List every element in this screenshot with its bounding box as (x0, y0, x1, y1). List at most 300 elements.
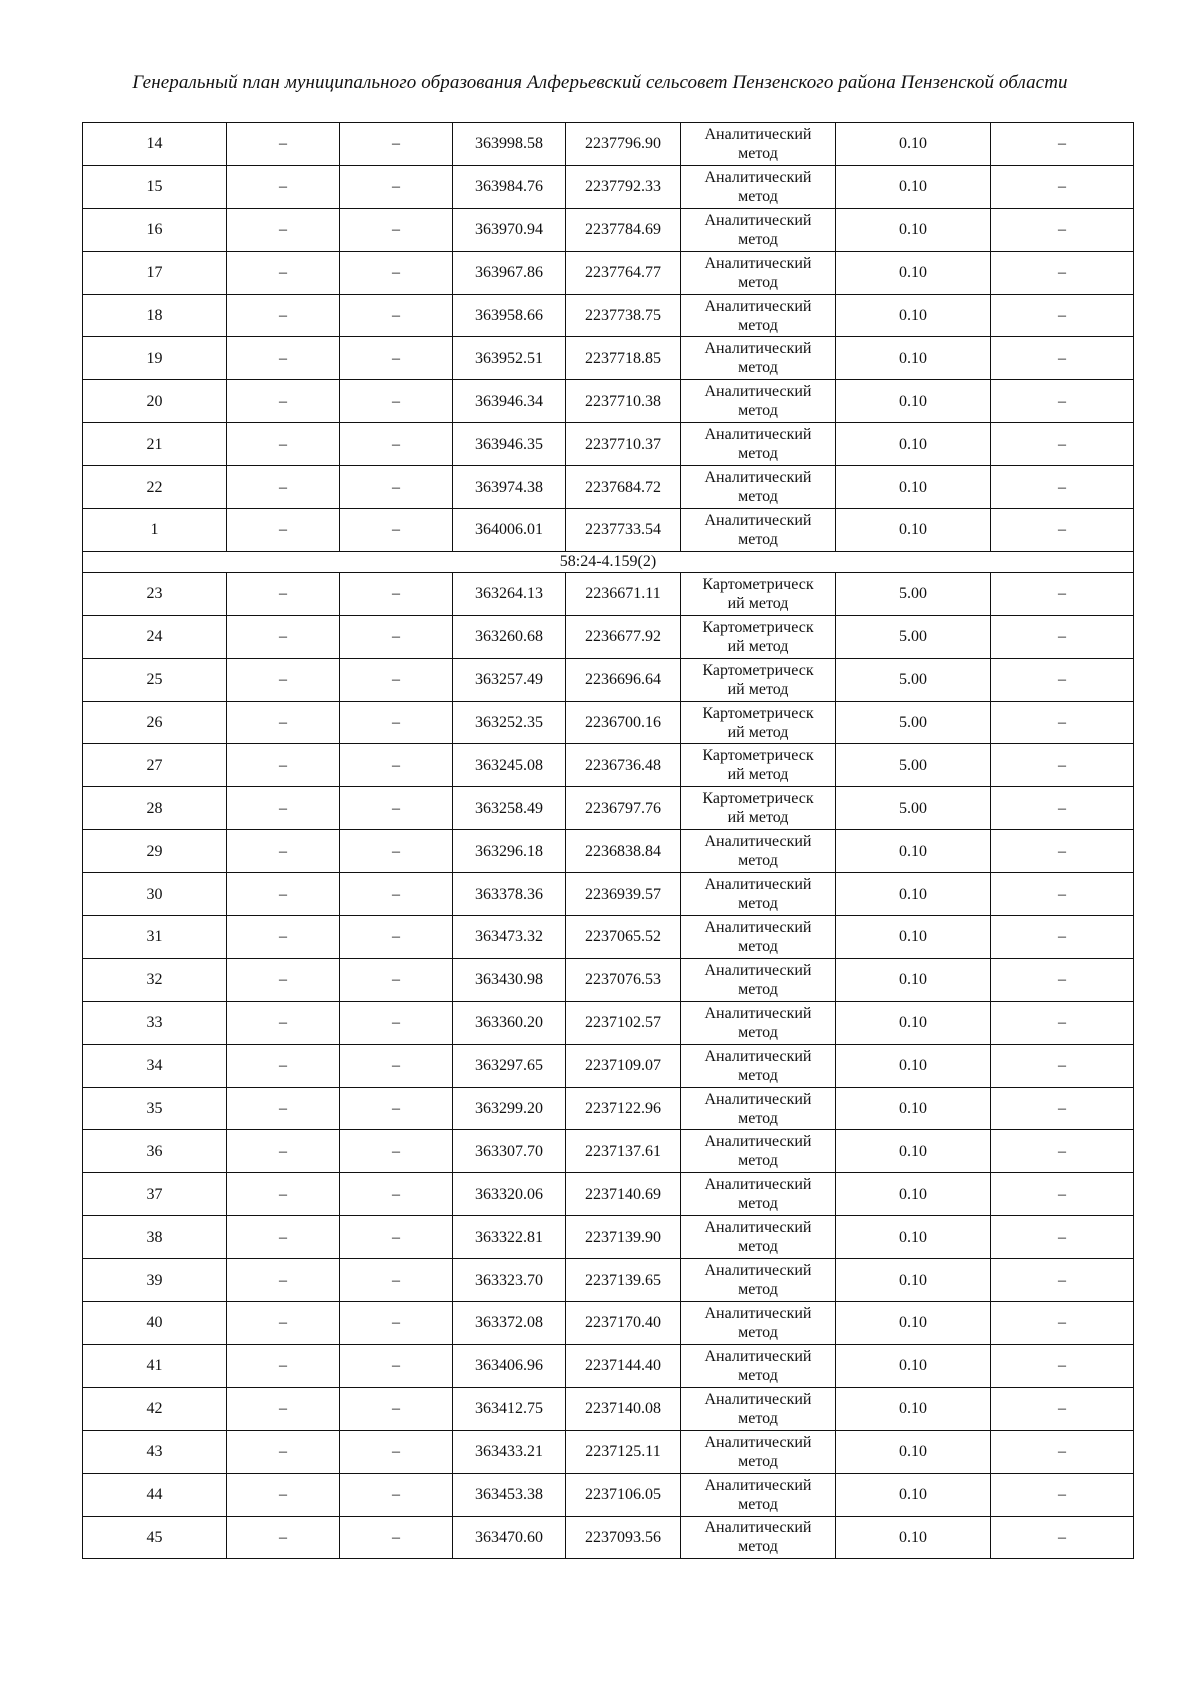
point-number: 27 (83, 744, 227, 787)
old-x-cell: – (227, 701, 340, 744)
x-coordinate: 363252.35 (453, 701, 566, 744)
method-cell (681, 1087, 836, 1130)
table-row (83, 208, 1134, 251)
method-cell (681, 1130, 836, 1173)
y-coordinate: 2237122.96 (566, 1087, 681, 1130)
method-line-1: Аналитический (704, 211, 812, 229)
old-y-cell: – (340, 1473, 453, 1516)
old-x-cell: – (227, 423, 340, 466)
note-cell: – (991, 423, 1134, 466)
method-line-2: метод (738, 445, 778, 463)
accuracy-cell: 0.10 (836, 423, 991, 466)
method-line-2: метод (738, 980, 778, 998)
method-cell (681, 873, 836, 916)
old-x-cell: – (227, 380, 340, 423)
note-cell: – (991, 1430, 1134, 1473)
old-x-cell: – (227, 1044, 340, 1087)
old-y-cell: – (340, 701, 453, 744)
accuracy-cell: 0.10 (836, 380, 991, 423)
method-line-1: Аналитический (704, 1519, 812, 1537)
old-y-cell: – (340, 423, 453, 466)
method-line-2: метод (738, 402, 778, 420)
y-coordinate: 2237109.07 (566, 1044, 681, 1087)
note-cell: – (991, 658, 1134, 701)
method-line-2: ий метод (727, 809, 789, 827)
method-cell (681, 208, 836, 251)
old-y-cell: – (340, 1516, 453, 1559)
table-row (83, 1430, 1134, 1473)
method-cell (681, 1344, 836, 1387)
method-line-1: Аналитический (704, 833, 812, 851)
method-line-2: метод (738, 852, 778, 870)
x-coordinate: 363970.94 (453, 208, 566, 251)
table-row (83, 1259, 1134, 1302)
old-x-cell: – (227, 1473, 340, 1516)
method-cell (681, 830, 836, 873)
y-coordinate: 2237093.56 (566, 1516, 681, 1559)
point-number: 23 (83, 572, 227, 615)
method-line-1: Аналитический (704, 876, 812, 894)
x-coordinate: 363998.58 (453, 123, 566, 166)
table-row (83, 294, 1134, 337)
accuracy-cell: 0.10 (836, 1001, 991, 1044)
y-coordinate: 2237792.33 (566, 165, 681, 208)
method-line-1: Аналитический (704, 1347, 812, 1365)
method-line-2: метод (738, 1152, 778, 1170)
table-row (83, 1044, 1134, 1087)
accuracy-cell: 0.10 (836, 1473, 991, 1516)
note-cell: – (991, 572, 1134, 615)
method-cell (681, 165, 836, 208)
table-row (83, 1344, 1134, 1387)
accuracy-cell: 0.10 (836, 1516, 991, 1559)
table-row (83, 337, 1134, 380)
y-coordinate: 2237137.61 (566, 1130, 681, 1173)
note-cell: – (991, 1302, 1134, 1345)
old-x-cell: – (227, 1344, 340, 1387)
old-y-cell: – (340, 572, 453, 615)
method-line-2: метод (738, 1281, 778, 1299)
method-line-2: метод (738, 530, 778, 548)
method-cell (681, 1001, 836, 1044)
note-cell: – (991, 208, 1134, 251)
note-cell: – (991, 251, 1134, 294)
accuracy-cell: 0.10 (836, 251, 991, 294)
section-row (83, 551, 1134, 572)
method-line-1: Картометрическ (702, 704, 814, 722)
old-y-cell: – (340, 509, 453, 552)
accuracy-cell: 0.10 (836, 1344, 991, 1387)
old-y-cell: – (340, 787, 453, 830)
old-x-cell: – (227, 615, 340, 658)
x-coordinate: 363430.98 (453, 958, 566, 1001)
old-x-cell: – (227, 787, 340, 830)
table-row (83, 380, 1134, 423)
method-line-2: метод (738, 1452, 778, 1470)
point-number: 36 (83, 1130, 227, 1173)
x-coordinate: 363245.08 (453, 744, 566, 787)
point-number: 24 (83, 615, 227, 658)
note-cell: – (991, 165, 1134, 208)
y-coordinate: 2237784.69 (566, 208, 681, 251)
old-y-cell: – (340, 873, 453, 916)
y-coordinate: 2237065.52 (566, 916, 681, 959)
y-coordinate: 2237738.75 (566, 294, 681, 337)
method-line-1: Аналитический (704, 1090, 812, 1108)
old-x-cell: – (227, 1430, 340, 1473)
y-coordinate: 2237170.40 (566, 1302, 681, 1345)
method-line-2: метод (738, 144, 778, 162)
x-coordinate: 363299.20 (453, 1087, 566, 1130)
method-line-2: ий метод (727, 723, 789, 741)
x-coordinate: 363952.51 (453, 337, 566, 380)
method-line-2: метод (738, 895, 778, 913)
point-number: 44 (83, 1473, 227, 1516)
method-line-1: Аналитический (704, 1004, 812, 1022)
accuracy-cell: 0.10 (836, 916, 991, 959)
accuracy-cell: 5.00 (836, 658, 991, 701)
old-x-cell: – (227, 1516, 340, 1559)
method-cell (681, 787, 836, 830)
accuracy-cell: 0.10 (836, 830, 991, 873)
note-cell: – (991, 1344, 1134, 1387)
x-coordinate: 363264.13 (453, 572, 566, 615)
method-cell (681, 466, 836, 509)
old-y-cell: – (340, 958, 453, 1001)
method-cell (681, 701, 836, 744)
note-cell: – (991, 1387, 1134, 1430)
point-number: 38 (83, 1216, 227, 1259)
old-y-cell: – (340, 744, 453, 787)
table-row (83, 615, 1134, 658)
method-cell (681, 1387, 836, 1430)
x-coordinate: 363946.34 (453, 380, 566, 423)
table-row (83, 701, 1134, 744)
point-number: 18 (83, 294, 227, 337)
old-x-cell: – (227, 572, 340, 615)
y-coordinate: 2236700.16 (566, 701, 681, 744)
method-line-2: метод (738, 1495, 778, 1513)
note-cell: – (991, 1173, 1134, 1216)
y-coordinate: 2236939.57 (566, 873, 681, 916)
note-cell: – (991, 1044, 1134, 1087)
accuracy-cell: 0.10 (836, 1130, 991, 1173)
table-row (83, 1173, 1134, 1216)
method-cell (681, 123, 836, 166)
y-coordinate: 2237140.08 (566, 1387, 681, 1430)
note-cell: – (991, 380, 1134, 423)
note-cell: – (991, 830, 1134, 873)
method-line-1: Аналитический (704, 168, 812, 186)
x-coordinate: 363974.38 (453, 466, 566, 509)
method-cell (681, 423, 836, 466)
old-x-cell: – (227, 1259, 340, 1302)
accuracy-cell: 0.10 (836, 466, 991, 509)
point-number: 26 (83, 701, 227, 744)
x-coordinate: 363984.76 (453, 165, 566, 208)
table-row (83, 509, 1134, 552)
note-cell: – (991, 958, 1134, 1001)
point-number: 41 (83, 1344, 227, 1387)
table-row (83, 1216, 1134, 1259)
method-cell (681, 1259, 836, 1302)
method-line-2: метод (738, 1023, 778, 1041)
old-y-cell: – (340, 337, 453, 380)
x-coordinate: 363412.75 (453, 1387, 566, 1430)
table-row (83, 1473, 1134, 1516)
method-line-1: Аналитический (704, 1133, 812, 1151)
x-coordinate: 363307.70 (453, 1130, 566, 1173)
method-cell (681, 1473, 836, 1516)
old-x-cell: – (227, 123, 340, 166)
method-line-2: метод (738, 488, 778, 506)
x-coordinate: 363473.32 (453, 916, 566, 959)
method-line-1: Картометрическ (702, 575, 814, 593)
method-line-1: Аналитический (704, 340, 812, 358)
old-y-cell: – (340, 1216, 453, 1259)
table-row (83, 251, 1134, 294)
old-y-cell: – (340, 1087, 453, 1130)
method-cell (681, 1430, 836, 1473)
method-line-1: Аналитический (704, 1047, 812, 1065)
old-y-cell: – (340, 123, 453, 166)
note-cell: – (991, 916, 1134, 959)
note-cell: – (991, 1130, 1134, 1173)
point-number: 17 (83, 251, 227, 294)
old-y-cell: – (340, 1387, 453, 1430)
accuracy-cell: 0.10 (836, 1302, 991, 1345)
point-number: 15 (83, 165, 227, 208)
old-x-cell: – (227, 830, 340, 873)
method-cell (681, 337, 836, 380)
old-x-cell: – (227, 466, 340, 509)
method-cell (681, 916, 836, 959)
method-cell (681, 1516, 836, 1559)
y-coordinate: 2237106.05 (566, 1473, 681, 1516)
method-line-1: Картометрическ (702, 618, 814, 636)
note-cell: – (991, 701, 1134, 744)
table-row (83, 830, 1134, 873)
old-y-cell: – (340, 1344, 453, 1387)
old-x-cell: – (227, 958, 340, 1001)
method-line-2: метод (738, 1066, 778, 1084)
x-coordinate: 363946.35 (453, 423, 566, 466)
old-y-cell: – (340, 830, 453, 873)
old-y-cell: – (340, 658, 453, 701)
accuracy-cell: 0.10 (836, 1387, 991, 1430)
page-title: Генеральный план муниципального образования Алферьевский сельсовет Пензенского района Пензенской области (132, 72, 1068, 93)
table-row (83, 572, 1134, 615)
accuracy-cell: 0.10 (836, 208, 991, 251)
point-number: 34 (83, 1044, 227, 1087)
note-cell: – (991, 337, 1134, 380)
x-coordinate: 363260.68 (453, 615, 566, 658)
table-row (83, 165, 1134, 208)
y-coordinate: 2237125.11 (566, 1430, 681, 1473)
accuracy-cell: 5.00 (836, 572, 991, 615)
method-line-1: Картометрическ (702, 747, 814, 765)
y-coordinate: 2237144.40 (566, 1344, 681, 1387)
method-line-2: метод (738, 937, 778, 955)
method-cell (681, 658, 836, 701)
table-row (83, 1516, 1134, 1559)
method-line-1: Аналитический (704, 1390, 812, 1408)
method-cell (681, 1302, 836, 1345)
accuracy-cell: 5.00 (836, 701, 991, 744)
point-number: 40 (83, 1302, 227, 1345)
accuracy-cell: 0.10 (836, 1173, 991, 1216)
method-line-2: метод (738, 1323, 778, 1341)
note-cell: – (991, 123, 1134, 166)
method-line-1: Аналитический (704, 125, 812, 143)
accuracy-cell: 0.10 (836, 873, 991, 916)
method-cell (681, 380, 836, 423)
x-coordinate: 363958.66 (453, 294, 566, 337)
note-cell: – (991, 1516, 1134, 1559)
method-cell (681, 509, 836, 552)
method-line-1: Аналитический (704, 297, 812, 315)
method-cell (681, 1216, 836, 1259)
old-y-cell: – (340, 165, 453, 208)
y-coordinate: 2237140.69 (566, 1173, 681, 1216)
method-line-1: Аналитический (704, 1433, 812, 1451)
x-coordinate: 363470.60 (453, 1516, 566, 1559)
method-line-2: ий метод (727, 594, 789, 612)
method-cell (681, 958, 836, 1001)
x-coordinate: 363453.38 (453, 1473, 566, 1516)
old-x-cell: – (227, 1087, 340, 1130)
table-row (83, 916, 1134, 959)
old-y-cell: – (340, 916, 453, 959)
old-y-cell: – (340, 251, 453, 294)
accuracy-cell: 5.00 (836, 615, 991, 658)
y-coordinate: 2237139.90 (566, 1216, 681, 1259)
note-cell: – (991, 509, 1134, 552)
old-x-cell: – (227, 251, 340, 294)
table-row (83, 466, 1134, 509)
point-number: 20 (83, 380, 227, 423)
method-cell (681, 615, 836, 658)
y-coordinate: 2237139.65 (566, 1259, 681, 1302)
note-cell: – (991, 466, 1134, 509)
x-coordinate: 363378.36 (453, 873, 566, 916)
y-coordinate: 2237733.54 (566, 509, 681, 552)
x-coordinate: 363406.96 (453, 1344, 566, 1387)
point-number: 14 (83, 123, 227, 166)
method-line-2: метод (738, 273, 778, 291)
method-cell (681, 744, 836, 787)
old-y-cell: – (340, 1259, 453, 1302)
y-coordinate: 2236736.48 (566, 744, 681, 787)
method-cell (681, 251, 836, 294)
accuracy-cell: 0.10 (836, 509, 991, 552)
accuracy-cell: 0.10 (836, 337, 991, 380)
accuracy-cell: 0.10 (836, 294, 991, 337)
point-number: 29 (83, 830, 227, 873)
old-x-cell: – (227, 1173, 340, 1216)
y-coordinate: 2236677.92 (566, 615, 681, 658)
method-line-1: Аналитический (704, 1262, 812, 1280)
y-coordinate: 2237102.57 (566, 1001, 681, 1044)
old-x-cell: – (227, 658, 340, 701)
x-coordinate: 363323.70 (453, 1259, 566, 1302)
old-y-cell: – (340, 466, 453, 509)
old-x-cell: – (227, 1001, 340, 1044)
table-row (83, 787, 1134, 830)
table-row (83, 1087, 1134, 1130)
table-row (83, 1001, 1134, 1044)
accuracy-cell: 0.10 (836, 1087, 991, 1130)
method-line-2: ий метод (727, 637, 789, 655)
point-number: 45 (83, 1516, 227, 1559)
method-cell (681, 294, 836, 337)
point-number: 25 (83, 658, 227, 701)
table-row (83, 744, 1134, 787)
old-x-cell: – (227, 744, 340, 787)
y-coordinate: 2237764.77 (566, 251, 681, 294)
old-x-cell: – (227, 1387, 340, 1430)
method-line-2: ий метод (727, 766, 789, 784)
x-coordinate: 364006.01 (453, 509, 566, 552)
old-x-cell: – (227, 873, 340, 916)
old-y-cell: – (340, 1430, 453, 1473)
accuracy-cell: 5.00 (836, 787, 991, 830)
note-cell: – (991, 1259, 1134, 1302)
table-row (83, 1387, 1134, 1430)
y-coordinate: 2237796.90 (566, 123, 681, 166)
method-line-1: Аналитический (704, 426, 812, 444)
method-line-2: метод (738, 1538, 778, 1556)
note-cell: – (991, 1473, 1134, 1516)
point-number: 35 (83, 1087, 227, 1130)
point-number: 43 (83, 1430, 227, 1473)
accuracy-cell: 0.10 (836, 1259, 991, 1302)
method-line-1: Аналитический (704, 254, 812, 272)
note-cell: – (991, 787, 1134, 830)
old-y-cell: – (340, 615, 453, 658)
y-coordinate: 2237076.53 (566, 958, 681, 1001)
y-coordinate: 2237718.85 (566, 337, 681, 380)
old-y-cell: – (340, 1173, 453, 1216)
method-line-1: Аналитический (704, 1176, 812, 1194)
old-x-cell: – (227, 1302, 340, 1345)
point-number: 37 (83, 1173, 227, 1216)
x-coordinate: 363297.65 (453, 1044, 566, 1087)
point-number: 21 (83, 423, 227, 466)
table-row (83, 873, 1134, 916)
method-line-1: Аналитический (704, 1304, 812, 1322)
method-cell (681, 572, 836, 615)
y-coordinate: 2236797.76 (566, 787, 681, 830)
y-coordinate: 2236838.84 (566, 830, 681, 873)
method-line-1: Аналитический (704, 918, 812, 936)
old-y-cell: – (340, 380, 453, 423)
old-y-cell: – (340, 1001, 453, 1044)
old-x-cell: – (227, 208, 340, 251)
method-line-2: ий метод (727, 680, 789, 698)
old-y-cell: – (340, 1044, 453, 1087)
point-number: 39 (83, 1259, 227, 1302)
point-number: 33 (83, 1001, 227, 1044)
y-coordinate: 2237684.72 (566, 466, 681, 509)
accuracy-cell: 0.10 (836, 165, 991, 208)
old-x-cell: – (227, 509, 340, 552)
method-line-2: метод (738, 359, 778, 377)
x-coordinate: 363320.06 (453, 1173, 566, 1216)
old-x-cell: – (227, 165, 340, 208)
x-coordinate: 363372.08 (453, 1302, 566, 1345)
accuracy-cell: 0.10 (836, 123, 991, 166)
